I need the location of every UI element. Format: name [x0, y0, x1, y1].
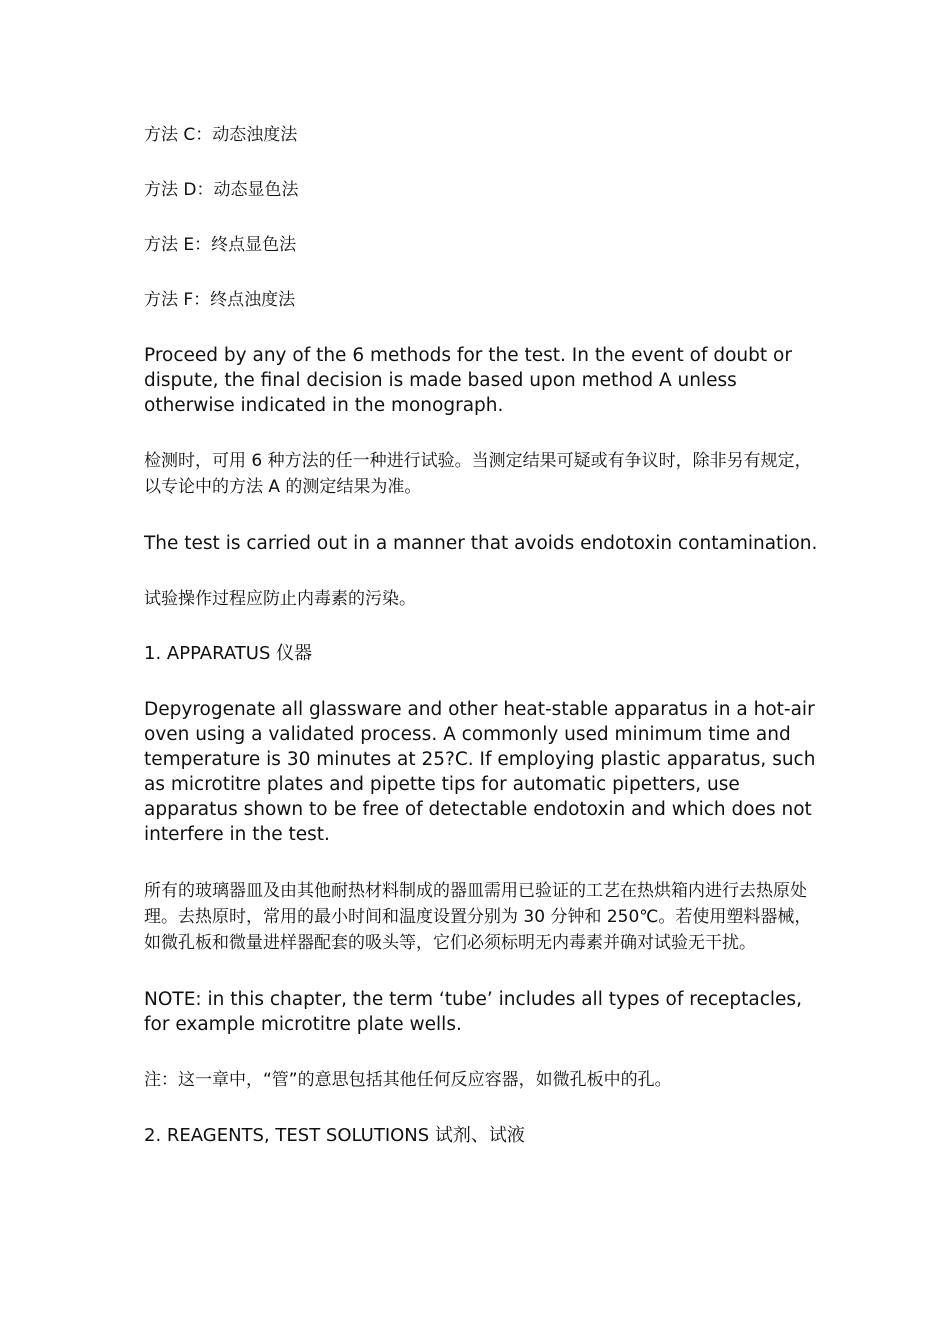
note-paragraph-en: NOTE: in this chapter, the term ‘tube’ includes all types of receptacles, for example microtitre plate wells.	[144, 989, 802, 1035]
reagents-heading: 2. REAGENTS, TEST SOLUTIONS 试剂、试液	[144, 1125, 525, 1146]
method-e-line: 方法 E：终点显色法	[144, 235, 297, 255]
proceed-paragraph-en: Proceed by any of the 6 methods for the test. In the event of doubt or dispute, the final decision is made based upon method A unless otherwise indicated in the monograph.	[144, 345, 792, 416]
apparatus-heading: 1. APPARATUS 仪器	[144, 643, 313, 664]
apparatus-paragraph-en: Depyrogenate all glassware and other heat-stable apparatus in a hot-air oven using a validated process. A commonly used minimum time and temperature is 30 minutes at 25?C. If employing plastic apparatus, such as microtitre plates and pipette tips for automatic pipetters, use apparatus shown to be free of detectable endotoxin and which does not interfere in the test.	[144, 699, 816, 845]
test-paragraph-en: The test is carried out in a manner that avoids endotoxin contamination.	[144, 533, 818, 554]
document-page	[144, 122, 824, 1149]
method-d-line: 方法 D：动态显色法	[144, 180, 299, 200]
note-paragraph-cn: 注：这一章中，“管”的意思包括其他任何反应容器，如微孔板中的孔。	[144, 1070, 672, 1090]
proceed-paragraph-cn: 检测时，可用 6 种方法的任一种进行试验。当测定结果可疑或有争议时，除非另有规定，以专论中的方法 A 的测定结果为准。	[144, 451, 812, 497]
test-paragraph-cn: 试验操作过程应防止内毒素的污染。	[144, 589, 416, 609]
method-f-line: 方法 F：终点浊度法	[144, 290, 296, 310]
apparatus-paragraph-cn: 所有的玻璃器皿及由其他耐热材料制成的器皿需用已验证的工艺在热烘箱内进行去热原处理。去热原时，常用的最小时间和温度设置分别为 30 分钟和 250℃。若使用塑料器械，如微孔板和微量进样器配套的吸头等，它们必须标明无内毒素并确对试验无干扰。	[144, 881, 812, 953]
method-c-line: 方法 C：动态浊度法	[144, 125, 298, 145]
